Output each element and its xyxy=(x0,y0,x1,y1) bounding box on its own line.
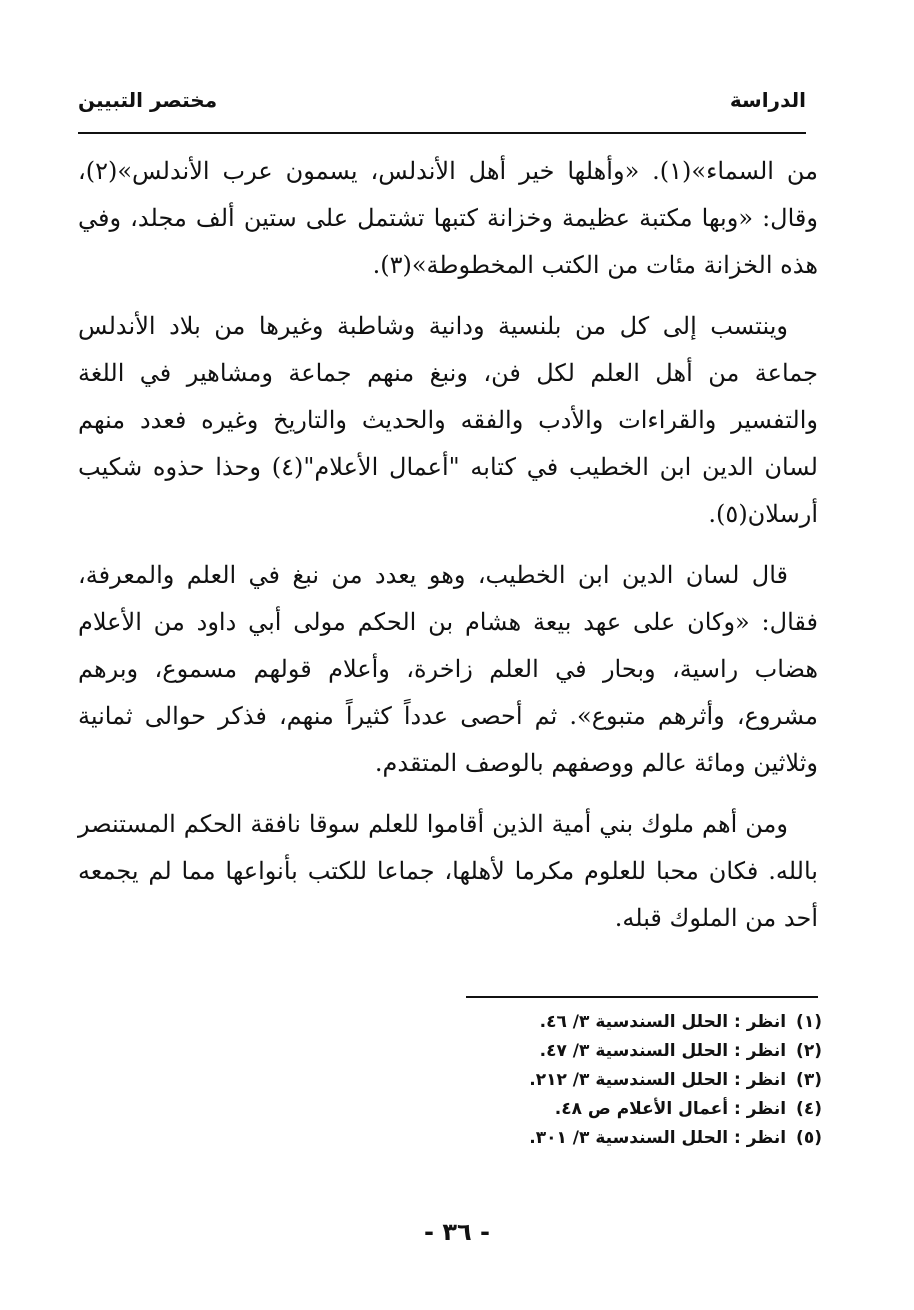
footnote-text: انظر : الحلل السندسية ٣/ ٤٦. xyxy=(539,1012,787,1032)
running-header xyxy=(78,86,806,122)
paragraph: من السماء»(١). «وأهلها خير أهل الأندلس، يسمون عرب الأندلس»(٢)، وقال: «وبها مكتبة عظيمة وخزانة كتبها تشتمل على ستين ألف مجلد، وفي هذه الخزانة مئات من الكتب المخطوطة»(٣). xyxy=(78,157,818,279)
footnote xyxy=(462,1095,822,1124)
footnotes xyxy=(462,1008,822,1153)
footnote xyxy=(462,1008,822,1037)
footnote-number: (٢) xyxy=(796,1041,822,1061)
footnote-text: انظر : الحلل السندسية ٣/ ٤٧. xyxy=(539,1041,787,1061)
footnote xyxy=(462,1066,822,1095)
book-title: مختصر التبيين xyxy=(78,88,218,112)
section-title: الدراسة xyxy=(729,88,806,112)
footnote-text: انظر : الحلل السندسية ٣/ ٢١٢. xyxy=(529,1070,787,1090)
footnote xyxy=(462,1124,822,1153)
paragraph: قال لسان الدين ابن الخطيب، وهو يعدد من نبغ في العلم والمعرفة، فقال: «وكان على عهد بيعة هشام بن الحكم مولى أبي داود من الأعلام هضاب راسية، وبحار في العلم زاخرة، وأعلام قولهم مسموع، وبرهم مشروع، وأثرهم متبوع». ثم أحصى عدداً كثيراً منهم، فذكر حوالى ثمانية وثلاثين ومائة عالم ووصفهم بالوصف المتقدم. xyxy=(78,561,818,777)
footnote-number: (٣) xyxy=(796,1070,822,1090)
footnote-number: (٤) xyxy=(796,1099,822,1119)
page-number: - ٣٦ - xyxy=(424,1218,490,1246)
main-text xyxy=(78,148,818,942)
footnote xyxy=(462,1037,822,1066)
paragraph: ومن أهم ملوك بني أمية الذين أقاموا للعلم سوقا نافقة الحكم المستنصر بالله. فكان محبا للعلوم مكرما لأهلها، جماعا للكتب بأنواعها مما لم يجمعه أحد من الملوك قبله. xyxy=(78,810,818,932)
footnote-divider xyxy=(466,996,818,998)
footnote-number: (١) xyxy=(796,1012,822,1032)
paragraph: وينتسب إلى كل من بلنسية ودانية وشاطبة وغيرها من بلاد الأندلس جماعة من أهل العلم لكل فن، ونبغ منهم جماعة ومشاهير في اللغة والتفسير والقراءات والأدب والفقه والحديث والتاريخ وغيره فعدد منهم لسان الدين ابن الخطيب في كتابه "أعمال الأعلام"(٤) وحذا حذوه شكيب أرسلان(٥). xyxy=(78,312,818,528)
footnote-text: انظر : الحلل السندسية ٣/ ٣٠١. xyxy=(529,1128,787,1148)
header-divider xyxy=(78,132,806,134)
footnote-number: (٥) xyxy=(796,1128,822,1148)
footnote-text: انظر : أعمال الأعلام ص ٤٨. xyxy=(554,1099,787,1119)
